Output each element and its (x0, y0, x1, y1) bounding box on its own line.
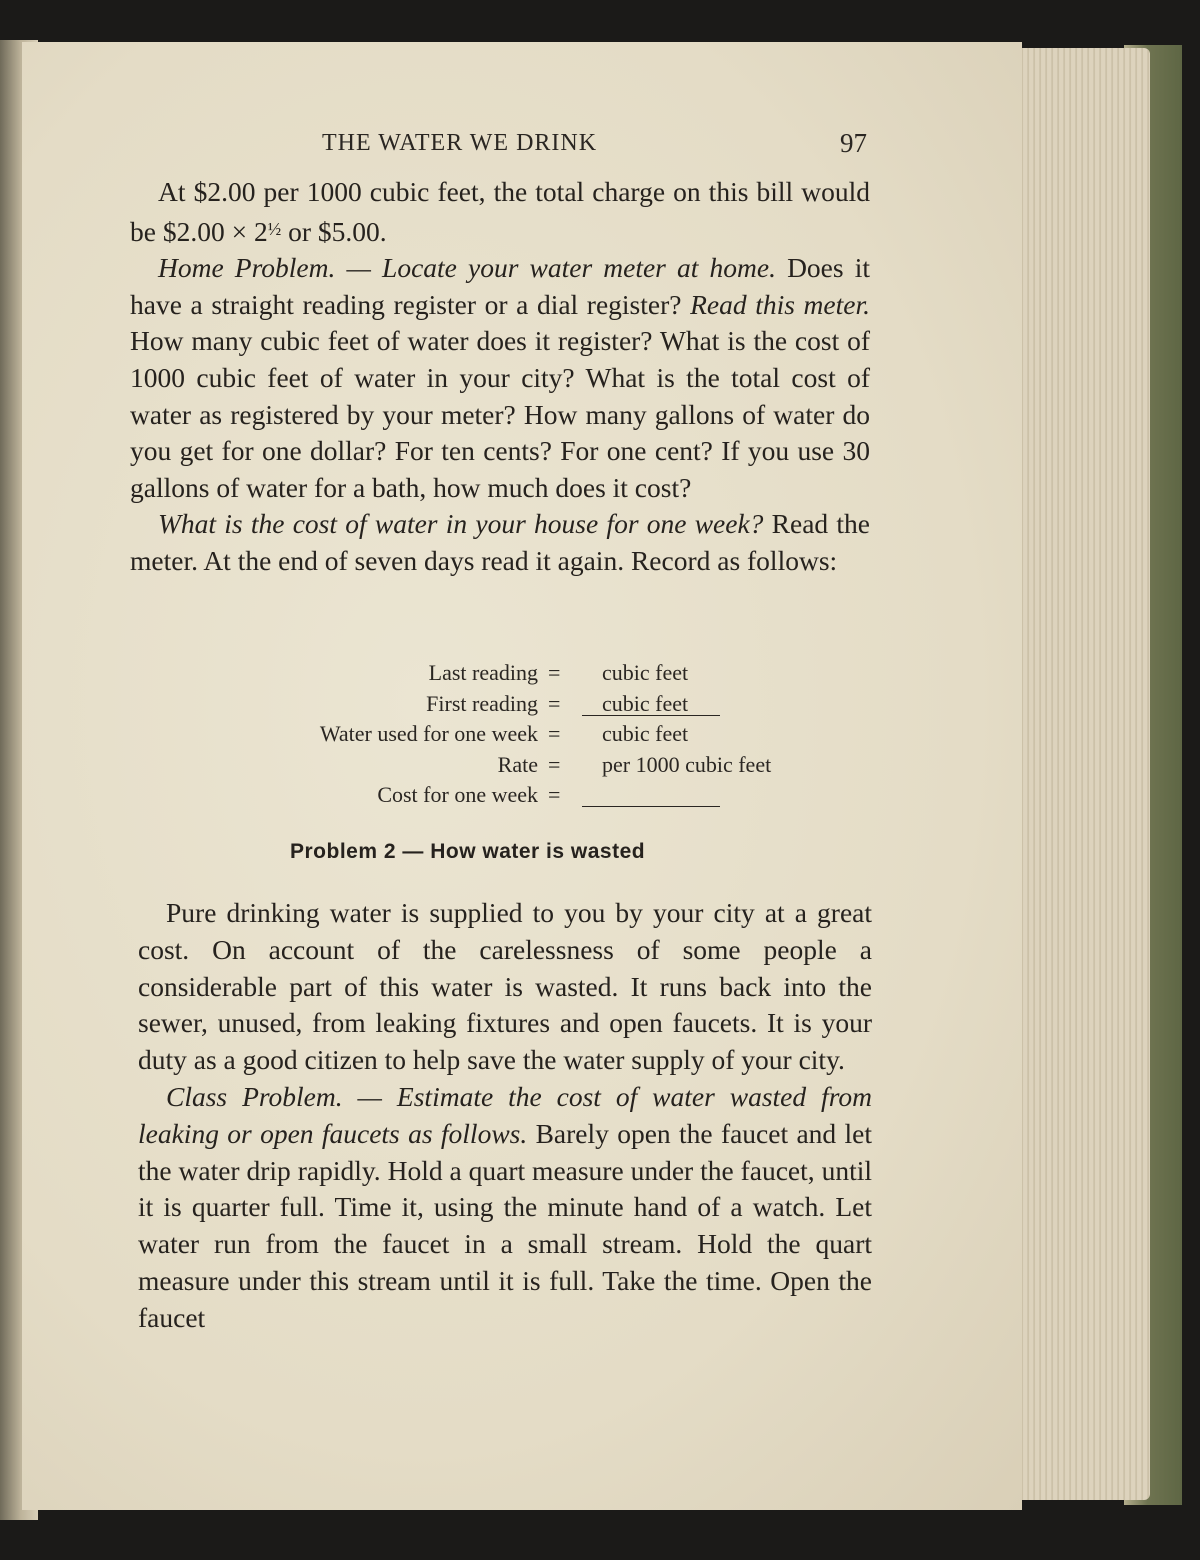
record-table (132, 660, 852, 813)
subtraction-rule (582, 715, 720, 716)
paragraph-wasted: Pure drinking water is supplied to you by your city at a great cost. On account of the carelessness of some people a considerable part of this water is wasted. It runs back into the sewer, unused, from leaking fixtures and open faucets. It is your duty as a good citizen to help save the water supply of your city. (138, 897, 872, 1076)
record-unit: per 1000 cubic feet (602, 751, 772, 777)
class-problem-text: Barely open the faucet and let the water drip rapidly. Hold a quart measure under the faucet, until it is quarter full. Time it, using the minute hand of a watch. Let water run from the faucet in a small stream. Hold the quart measure under this stream until it is full. Take the time. Open the faucet (138, 1117, 872, 1333)
record-label: First reading (426, 690, 538, 716)
answer-blank-line (582, 806, 720, 807)
book-page (22, 42, 1022, 1510)
record-unit: cubic feet (602, 660, 689, 685)
equals-sign: = (548, 721, 561, 746)
record-row (132, 782, 852, 813)
charge-text-end: or $5.00. (281, 215, 387, 247)
home-problem-italic: Read this meter. (690, 288, 870, 320)
home-problem-text-1: Does it have a straight reading register or a dial register? (130, 252, 870, 320)
paragraph-home-problem (130, 250, 870, 506)
record-label: Last reading (428, 660, 538, 685)
record-row (132, 752, 852, 783)
paragraph-class-problem (138, 1079, 872, 1337)
home-problem-text-2: How many cubic feet of water does it register? What is the cost of 1000 cubic feet of water in your city? What is the total cost of water as registered by your meter? How many gallons of water do you get for one dollar? For ten cents? For one cent? If you use 30 gallons of water for a bath, how much does it cost? (130, 325, 870, 503)
equals-sign: = (548, 690, 561, 716)
running-head-title: THE WATER WE DRINK (322, 130, 598, 156)
record-row (132, 721, 852, 752)
equals-sign: = (548, 751, 561, 777)
equals-sign: = (548, 660, 561, 685)
class-problem-lead: Class Problem. — Estimate the cost of water wasted from leaking or open faucets as follows. (138, 1080, 872, 1149)
record-unit: cubic feet (602, 690, 689, 716)
record-label: Cost for one week (377, 782, 538, 807)
weekly-lead: What is the cost of water in your house for one week? (158, 508, 764, 540)
running-head (322, 120, 867, 160)
page-edges (1000, 48, 1150, 1500)
record-label: Water used for one week (319, 721, 538, 746)
record-row (132, 660, 852, 691)
equals-sign: = (548, 782, 561, 807)
record-unit: cubic feet (602, 721, 689, 746)
body-text-top (130, 174, 870, 580)
home-problem-lead: Home Problem. — Locate your water meter at home. (158, 252, 776, 284)
record-label: Rate (497, 751, 538, 777)
fraction: ½ (267, 218, 282, 239)
page-number: 97 (840, 128, 867, 158)
body-text-bottom (138, 895, 872, 1337)
charge-text: At $2.00 per 1000 cubic feet, the total charge on this bill would be $2.00 × 2 (130, 176, 870, 247)
paragraph-charge (130, 174, 870, 250)
paragraph-weekly-cost (130, 506, 870, 579)
section-heading: Problem 2 — How water is wasted (290, 840, 646, 863)
record-row (132, 691, 852, 722)
weekly-text: Read the meter. At the end of seven days read it again. Record as follows: (130, 508, 871, 576)
